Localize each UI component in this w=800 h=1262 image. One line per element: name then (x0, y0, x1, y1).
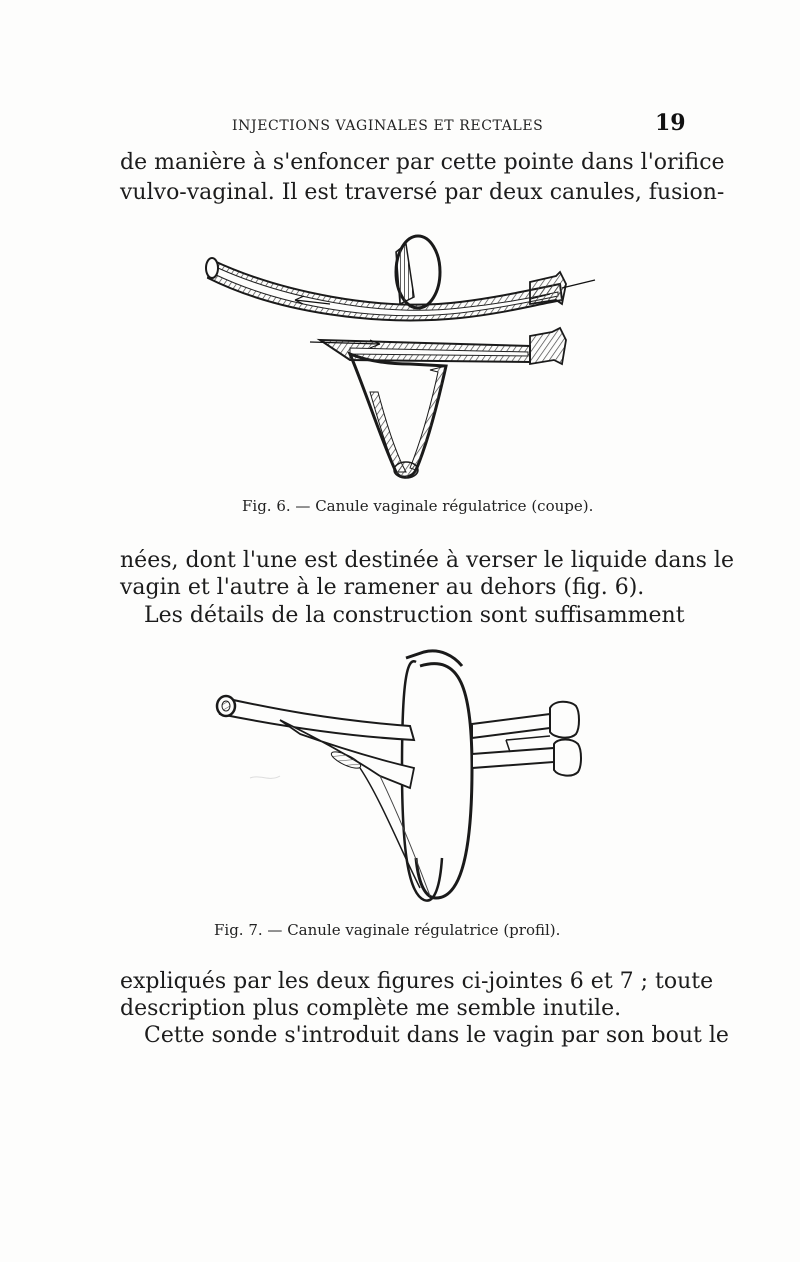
figure-6-caption: Fig. 6. — Canule vaginale régulatrice (coupe). (242, 497, 594, 515)
figure-7-cannula-profile (210, 648, 610, 918)
figure-7-caption: Fig. 7. — Canule vaginale régulatrice (profil). (214, 921, 561, 939)
running-head: INJECTIONS VAGINALES ET RECTALES (232, 118, 544, 134)
paragraph-2-line-1: nées, dont l'une est destinée à verser le liquide dans le (120, 548, 734, 573)
paragraph-3-line-1: expliqués par les deux figures ci-jointes 6 et 7 ; toute (120, 969, 714, 994)
figure-6-cannula-section (200, 222, 600, 492)
paragraph-2-line-2: vagin et l'autre à le ramener au dehors (fig. 6). (120, 575, 645, 600)
paragraph-3-line-3: Cette sonde s'introduit dans le vagin par son bout le (144, 1023, 729, 1048)
paragraph-1-line-2: vulvo-vaginal. Il est traversé par deux canules, fusion- (120, 180, 725, 205)
paragraph-3-line-2: description plus complète me semble inutile. (120, 996, 622, 1021)
paragraph-1-line-1: de manière à s'enfoncer par cette pointe dans l'orifice (120, 150, 725, 175)
paragraph-2-line-3: Les détails de la construction sont suffisamment (144, 603, 685, 628)
page-number: 19 (655, 110, 686, 136)
